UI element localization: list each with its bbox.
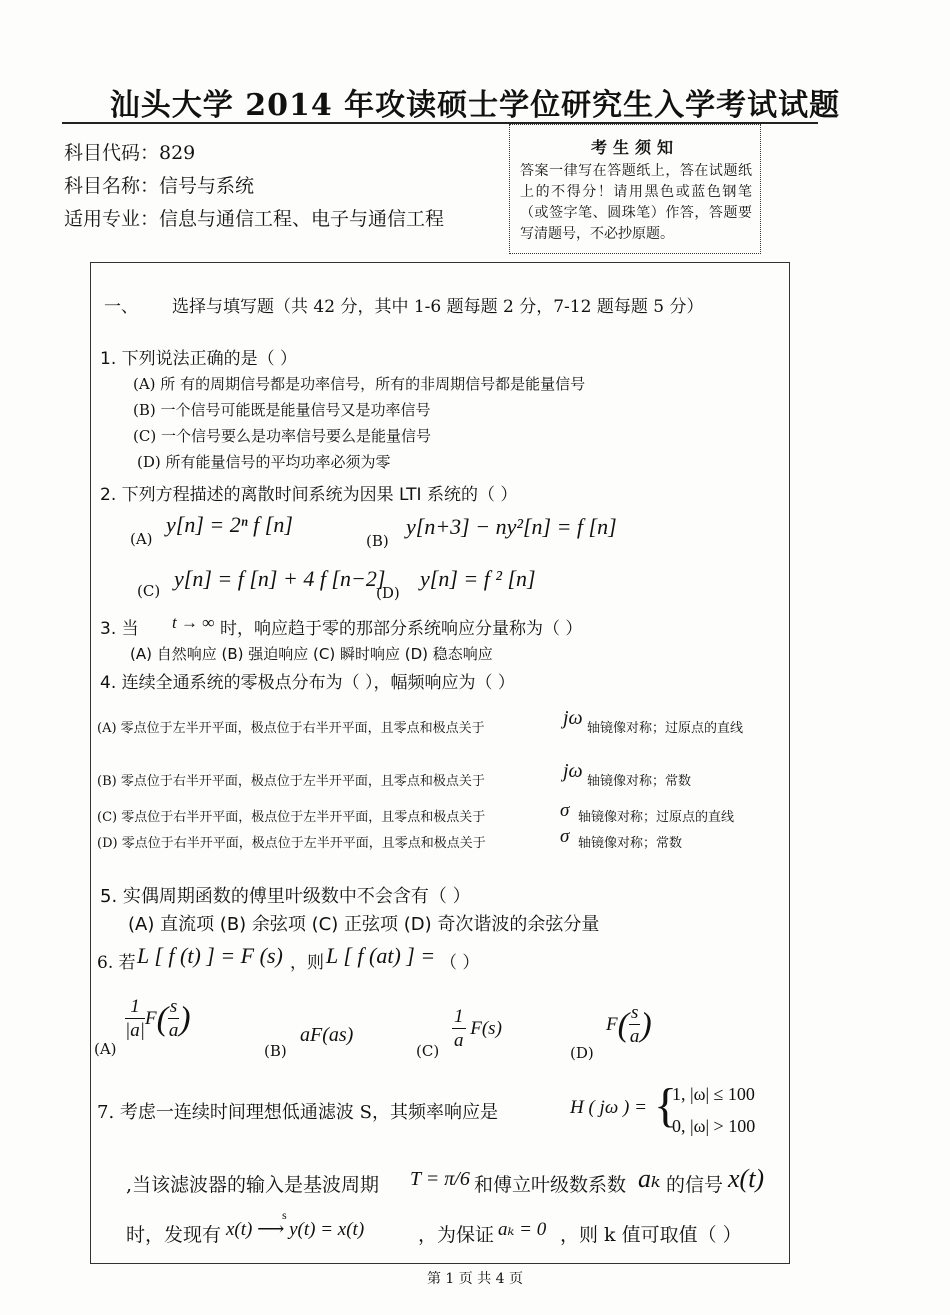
exam-title: 汕头大学 2014 年攻读硕士学位研究生入学考试试题: [109, 88, 841, 123]
notice-title: 考生须知: [590, 138, 679, 157]
q6-stem-mid: ，则: [290, 953, 324, 973]
subject-name: 科目名称：信号与系统: [64, 175, 255, 197]
q7-line3-cond: aₖ = 0: [498, 1219, 547, 1240]
q7-stem: 7. 考虑一连续时间理想低通滤波 S，其频率响应是: [97, 1102, 498, 1123]
q6-stem-post: （ ）: [440, 953, 480, 973]
q7-line2-pre: ,当该滤波器的输入是基波周期: [126, 1174, 380, 1196]
q6-option-c-label: (C): [416, 1042, 440, 1060]
q4-option-a-post: 轴镜像对称；过原点的直线: [587, 721, 744, 736]
q7-h-expr: H ( jω ) =: [570, 1097, 647, 1118]
q6-option-b-expr: aF(as): [300, 1024, 354, 1046]
subject-code: 科目代码：829: [64, 142, 196, 164]
q7-line2-period: T = π/6: [410, 1168, 470, 1190]
q4-option-d-post: 轴镜像对称；常数: [578, 836, 683, 851]
q4-option-a-pre: (A) 零点位于左半开平面，极点位于右半开平面，且零点和极点关于: [97, 721, 485, 736]
q4-option-b-post: 轴镜像对称；常数: [587, 774, 692, 789]
q2-stem: 2. 下列方程描述的离散时间系统为因果 LTI 系统的（ ）: [100, 485, 518, 505]
candidate-notice-box: [509, 124, 761, 254]
q7-case-1: 1, |ω| ≤ 100: [672, 1084, 755, 1104]
q2-option-c-expr: y[n] = f [n] + 4 f [n−2]: [174, 566, 386, 591]
q7-line2-coef: aₖ: [638, 1164, 661, 1193]
q4-option-d-pre: (D) 零点位于右半开平面，极点位于左半开平面，且零点和极点关于: [97, 836, 486, 851]
q3-stem-math: t → ∞: [172, 613, 215, 632]
q2-option-b-expr: y[n+3] − ny²[n] = f [n]: [406, 514, 617, 539]
q1-stem: 1. 下列说法正确的是（ ）: [100, 349, 298, 369]
q7-line2-post: 的信号: [666, 1174, 724, 1196]
notice-body: 答案一律写在答题纸上，答在试题纸上的不得分！请用黑色或蓝色钢笔（或签字笔、圆珠笔）作答，答题要写清题号，不必抄原题。: [520, 163, 752, 242]
q7-line3-post: ，则 k 值可取值（ ）: [560, 1224, 742, 1246]
q6-option-a-expr: $\frac{1}{|a|}$ F( $\frac{s}{a}$ ): [125, 996, 191, 1041]
q2-option-a-label: (A): [130, 530, 153, 548]
page-footer: 第 1 页 共 4 页: [426, 1271, 524, 1287]
q6-option-b-label: (B): [264, 1042, 287, 1060]
q4-option-a-math: jω: [563, 707, 583, 729]
q3-options: (A) 自然响应 (B) 强迫响应 (C) 瞬时响应 (D) 稳态响应: [130, 645, 493, 663]
section-title: 选择与填写题（共 42 分，其中 1-6 题每题 2 分，7-12 题每题 5 分）: [172, 297, 704, 317]
q6-option-d-expr: F( $\frac{s}{a}$ ): [606, 1002, 652, 1047]
section-number: 一、: [104, 297, 138, 317]
q5-stem: 5. 实偶周期函数的傅里叶级数中不会含有（ ）: [100, 886, 471, 907]
q7-line2-signal: x(t): [728, 1164, 765, 1193]
q6-option-c-expr: $\frac{1}{a}$ F(s): [454, 1006, 502, 1051]
q1-option-a: (A) 所 有的周期信号都是功率信号，所有的非周期信号都是能量信号: [133, 375, 586, 393]
q6-option-a-label: (A): [94, 1040, 117, 1058]
q6-stem-pre: 6. 若: [97, 953, 136, 973]
q7-line3-arrow-label: s: [282, 1208, 287, 1222]
q7-brace: {: [654, 1079, 678, 1132]
q4-option-b-pre: (B) 零点位于右半开平面，极点位于左半开平面，且零点和极点关于: [97, 774, 485, 789]
q3-stem-post: 时，响应趋于零的那部分系统响应分量称为（ ）: [220, 619, 583, 639]
q1-option-b: (B) 一个信号可能既是能量信号又是功率信号: [133, 401, 431, 419]
q1-option-d: (D) 所有能量信号的平均功率必须为零: [137, 453, 391, 471]
q2-option-b-label: (B): [366, 532, 389, 550]
q2-option-d-expr: y[n] = f ² [n]: [420, 566, 536, 591]
q1-option-c: (C) 一个信号要么是功率信号要么是能量信号: [133, 427, 431, 445]
q2-option-a-expr: y[n] = 2ⁿ f [n]: [166, 512, 293, 537]
q3-stem-pre: 3. 当: [100, 619, 139, 639]
q4-option-c-pre: (C) 零点位于右半开平面，极点位于左半开平面，且零点和极点关于: [97, 810, 486, 825]
q4-option-b-math: jω: [563, 760, 583, 782]
q5-options: (A) 直流项 (B) 余弦项 (C) 正弦项 (D) 奇次谐波的余弦分量: [128, 914, 600, 935]
q6-stem-math-2: L [ f (at) ] =: [326, 943, 436, 968]
q7-case-2: 0, |ω| > 100: [672, 1116, 756, 1136]
q4-option-c-post: 轴镜像对称；过原点的直线: [578, 810, 735, 825]
q6-option-d-label: (D): [570, 1044, 594, 1062]
q7-line3-mid: ，为保证: [418, 1224, 495, 1246]
q4-option-c-math: σ: [560, 800, 570, 821]
q2-option-d-label: (D): [376, 584, 400, 602]
q4-stem: 4. 连续全通系统的零极点分布为（ ），幅频响应为（ ）: [100, 673, 515, 693]
q7-line3-math: x(t) ⟶ y(t) = x(t): [226, 1219, 365, 1240]
applicable-majors: 适用专业：信息与通信工程、电子与通信工程: [64, 208, 445, 230]
q7-line2-mid: 和傅立叶级数系数: [474, 1174, 627, 1196]
q4-option-d-math: σ: [560, 826, 570, 847]
q7-line3-pre: 时，发现有: [126, 1224, 222, 1246]
q6-stem-math-1: L [ f (t) ] = F (s): [137, 943, 283, 968]
q2-option-c-label: (C): [137, 582, 161, 600]
